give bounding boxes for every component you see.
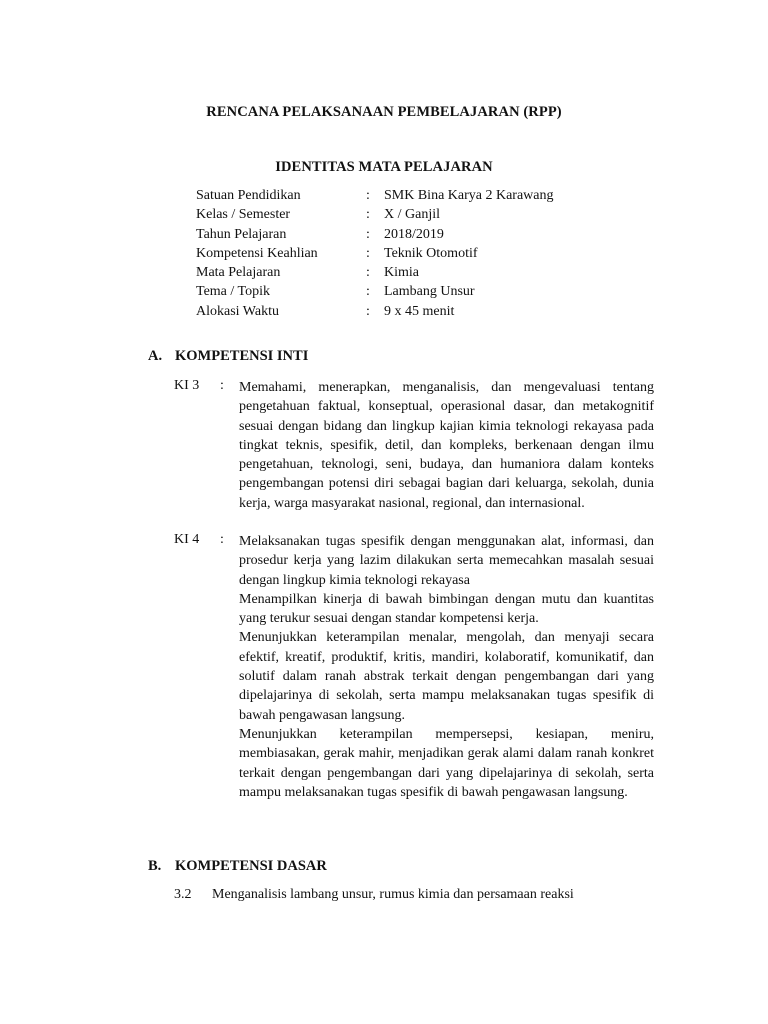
section-title: KOMPETENSI DASAR: [175, 858, 327, 874]
ki3-block: [174, 378, 654, 513]
identity-label: Tema / Topik: [196, 284, 270, 300]
identity-title: IDENTITAS MATA PELAJARAN: [275, 159, 493, 175]
identity-label: Mata Pelajaran: [196, 265, 281, 281]
section-heading-kompetensi-dasar: [148, 858, 327, 875]
identity-label: Satuan Pendidikan: [196, 188, 301, 203]
section-letter: B.: [148, 858, 162, 874]
ki4-block: [174, 532, 654, 802]
identity-label: Alokasi Waktu: [196, 303, 279, 319]
ki-paragraph: Memahami, menerapkan, menganalisis, dan mengevaluasi tentang pengetahuan faktual, konseptual, operasional dasar, dan metakognitif sesuai dengan bidang dan lingkup kajian kimia teknologi rekayasa pada tingkat teknis, spesifik, detil, dan kompleks, berkenaan dengan ilmu pengetahuan, teknologi, seni, budaya, dan humaniora dalam konteks pengembangan potensi diri sebagai bagian dari keluarga, sekolah, dunia kerja, warga masyarakat nasional, regional, dan internasional.: [239, 380, 654, 511]
ki-paragraph: Menampilkan kinerja di bawah bimbingan dengan mutu dan kuantitas yang terukur sesuai dengan standar kompetensi kerja.: [239, 591, 654, 627]
identity-colon: :: [366, 303, 370, 319]
kd-text: Menganalisis lambang unsur, rumus kimia dan persamaan reaksi: [212, 887, 574, 902]
kd-number: 3.2: [174, 887, 192, 902]
identity-value: 2018/2019: [384, 226, 444, 242]
ki-label: KI 3: [174, 378, 200, 393]
section-letter: A.: [148, 348, 163, 364]
identity-colon: :: [366, 226, 370, 242]
identity-colon: :: [366, 284, 370, 300]
ki4-text: [239, 532, 654, 802]
identity-colon: :: [366, 188, 370, 203]
ki-label: KI 4: [174, 532, 200, 547]
ki-paragraph: Menunjukkan keterampilan mempersepsi, kesiapan, meniru, membiasakan, gerak mahir, menjadikan gerak alami dalam ranah konkret terkait dengan pengembangan dari yang dipelajarinya di sekolah, serta mampu melaksanakan tugas spesifik di bawah pengawasan langsung.: [239, 726, 654, 800]
document-title: RENCANA PELAKSANAAN PEMBELAJARAN (RPP): [206, 104, 562, 120]
identity-value: X / Ganjil: [384, 207, 440, 223]
identity-value: 9 x 45 menit: [384, 303, 455, 319]
section-title: KOMPETENSI INTI: [175, 348, 309, 364]
ki-paragraph: Menunjukkan keterampilan menalar, mengolah, dan menyaji secara efektif, kreatif, produktif, kritis, mandiri, kolaboratif, komunikatif, dan solutif dalam ranah abstrak terkait dengan pengembangan dari yang dipelajarinya di sekolah, serta mampu melaksanakan tugas spesifik di bawah pengawasan langsung.: [239, 630, 654, 723]
ki-paragraph: Melaksanakan tugas spesifik dengan menggunakan alat, informasi, dan prosedur kerja yang lazim dilakukan serta memecahkan masalah sesuai dengan lingkup kimia teknologi rekayasa: [239, 534, 654, 588]
identity-label: Tahun Pelajaran: [196, 226, 287, 242]
identity-colon: :: [366, 245, 370, 261]
ki3-text: [239, 378, 654, 513]
ki-colon: :: [220, 532, 224, 547]
identity-value: Kimia: [384, 265, 419, 281]
identity-colon: :: [366, 207, 370, 223]
identity-value: Lambang Unsur: [384, 284, 475, 300]
section-heading-kompetensi-inti: [148, 348, 308, 365]
identity-label: Kompetensi Keahlian: [196, 245, 318, 261]
identity-colon: :: [366, 265, 370, 281]
identity-value: Teknik Otomotif: [384, 245, 478, 261]
identity-value: SMK Bina Karya 2 Karawang: [384, 188, 554, 203]
ki-colon: :: [220, 378, 224, 393]
identity-label: Kelas / Semester: [196, 207, 291, 223]
kd-item: [174, 887, 574, 903]
